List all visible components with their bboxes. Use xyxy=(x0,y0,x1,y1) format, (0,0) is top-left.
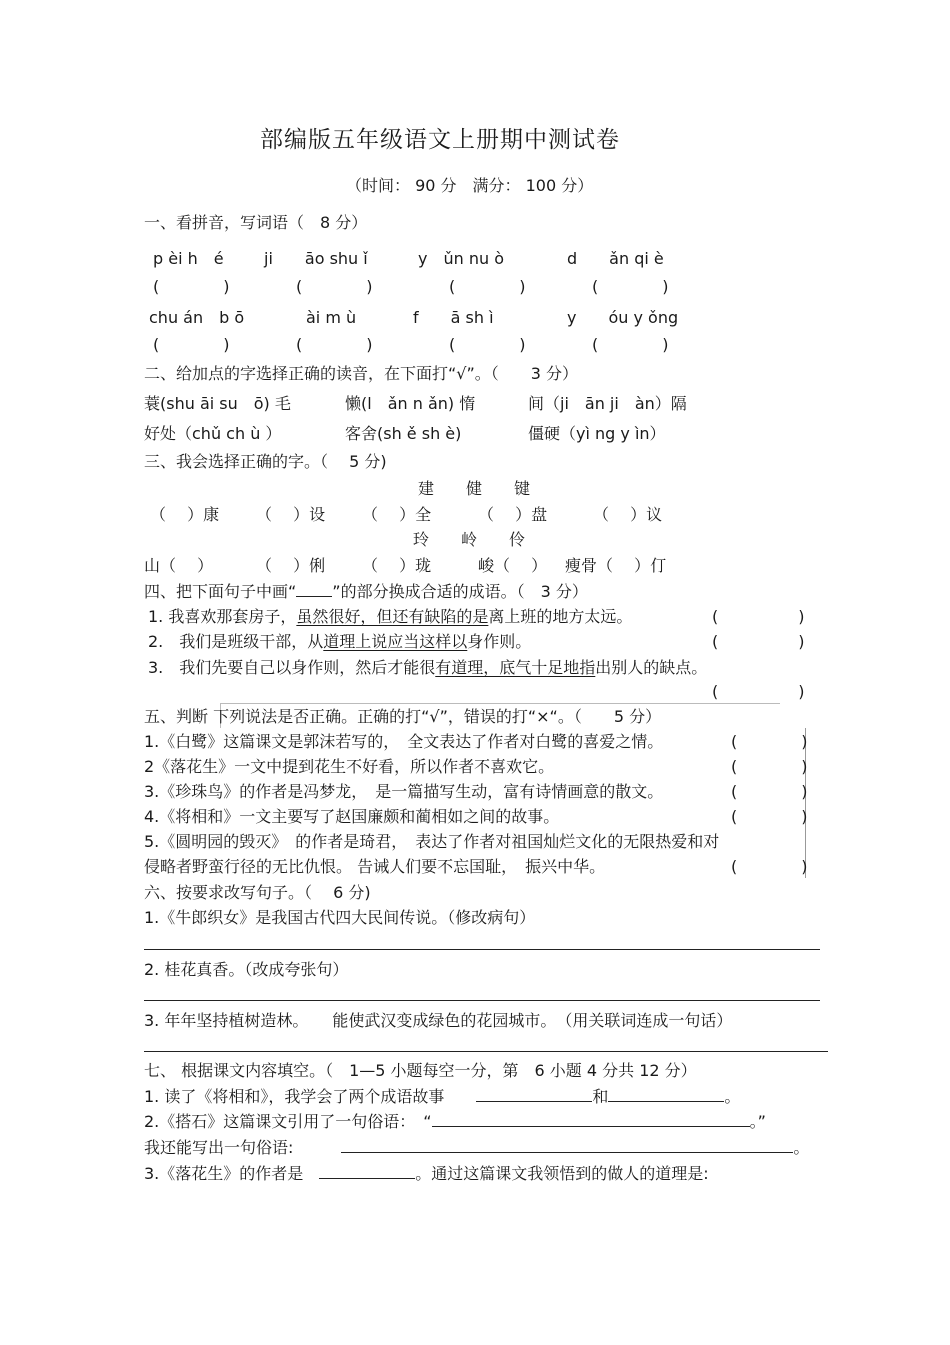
answer-paren[interactable]: ( ) xyxy=(153,335,230,354)
judge-item: 侵略者野蛮行径的无比仇恨。 告诫人们要不忘国耻， 振兴中华。 xyxy=(144,857,606,876)
pronunciation-item[interactable]: 蓑(shu āi su ō) 毛 xyxy=(144,394,291,413)
section-7-heading: 七、 根据课文内容填空。（ 1—5 小题每空一分，第 6 小题 4 分共 12 分） xyxy=(144,1061,697,1080)
answer-paren[interactable]: ( ) xyxy=(731,807,808,826)
fill-blank[interactable] xyxy=(341,1138,793,1153)
judge-item: 3.《珍珠鸟》的作者是冯梦龙， 是一篇描写生动，富有诗情画意的散文。 xyxy=(144,782,664,801)
char-fill-item[interactable]: 峻（ ） xyxy=(478,556,548,575)
answer-paren[interactable]: ( ) xyxy=(731,782,808,801)
char-fill-item[interactable]: （ ）盘 xyxy=(478,505,548,524)
judge-item: 2《落花生》一文中提到花生不好看，所以作者不喜欢它。 xyxy=(144,757,555,776)
answer-paren[interactable]: ( ) xyxy=(731,732,808,751)
char-fill-item[interactable]: 瘦骨（ ）仃 xyxy=(565,556,667,575)
pinyin-item: y óu y ǒng xyxy=(567,308,679,327)
rewrite-question-3: 3. 年年坚持植树造林。 能使武汉变成绿色的花园城市。 （用关联词连成一句话） xyxy=(144,1011,733,1030)
answer-paren[interactable]: ( ) xyxy=(296,335,373,354)
char-fill-item[interactable]: （ ）全 xyxy=(362,505,432,524)
answer-line[interactable] xyxy=(144,1051,828,1052)
pinyin-item: y ǔn nu ò xyxy=(418,249,504,268)
underline-sample xyxy=(296,582,332,597)
section-1-heading: 一、看拼音，写词语（ 8 分） xyxy=(144,213,368,232)
char-fill-item[interactable]: （ ）俐 xyxy=(256,556,326,575)
pinyin-item: ài m ù xyxy=(306,308,357,327)
char-fill-item[interactable]: （ ）珑 xyxy=(362,556,432,575)
section-3-heading: 三、我会选择正确的字。（ 5 分) xyxy=(144,452,387,471)
fill-blank[interactable] xyxy=(432,1112,750,1127)
answer-paren[interactable]: ( ) xyxy=(153,277,230,296)
pinyin-item: ji āo shu ǐ xyxy=(264,249,368,268)
pronunciation-item[interactable]: 客舍(sh ě sh è) xyxy=(345,424,462,443)
pronunciation-item[interactable]: 懒(l ǎn n ǎn) 惰 xyxy=(345,394,476,413)
idiom-question-3: 3. 我们先要自己以身作则，然后才能很有道理，底气十足地指出别人的缺点。 xyxy=(148,658,708,677)
pinyin-item: chu án b ō xyxy=(149,308,245,327)
char-fill-item[interactable]: （ ）设 xyxy=(256,505,326,524)
answer-line[interactable] xyxy=(144,949,820,950)
judge-item: 1.《白鹭》这篇课文是郭沫若写的， 全文表达了作者对白鹭的喜爱之情。 xyxy=(144,732,664,751)
answer-paren[interactable]: ( ) xyxy=(712,607,805,626)
rewrite-question-1: 1.《牛郎织女》是我国古代四大民间传说。（修改病句） xyxy=(144,908,536,927)
candidate-chars: 玲 岭 伶 xyxy=(413,530,526,549)
section-4-heading: 四、把下面句子中画“ ”的部分换成合适的成语。（ 3 分） xyxy=(144,582,588,601)
pinyin-item: f ā sh ì xyxy=(413,308,494,327)
idiom-question-1: 1. 我喜欢那套房子，虽然很好，但还有缺陷的是离上班的地方太远。 xyxy=(148,607,633,626)
fill-blank[interactable] xyxy=(319,1164,415,1179)
fill-blank[interactable] xyxy=(476,1087,592,1102)
fill-question-2: 2.《搭石》这篇课文引用了一句俗语： “ 。” xyxy=(144,1112,766,1131)
judge-item: 4.《将相和》一文主要写了赵国廉颇和蔺相如之间的故事。 xyxy=(144,807,560,826)
char-fill-item[interactable]: （ ）议 xyxy=(593,505,663,524)
answer-paren[interactable]: ( ) xyxy=(731,757,808,776)
answer-paren[interactable]: ( ) xyxy=(592,277,669,296)
judge-item: 5.《圆明园的毁灭》 的作者是琦君， 表达了作者对祖国灿烂文化的无限热爱和对 xyxy=(144,832,720,851)
fill-question-2b: 我还能写出一句俗语: 。 xyxy=(144,1138,810,1157)
fill-question-1: 1. 读了《将相和》，我学会了两个成语故事 和 。 xyxy=(144,1087,741,1106)
scan-box-line xyxy=(220,703,780,704)
fill-question-3: 3.《落花生》的作者是 。通过这篇课文我领悟到的做人的道理是: xyxy=(144,1164,709,1183)
pronunciation-item[interactable]: 间（ji ān ji àn）隔 xyxy=(528,394,687,413)
answer-paren[interactable]: ( ) xyxy=(592,335,669,354)
pinyin-item: p èi h é xyxy=(153,249,224,268)
section-5-heading: 五、判断 下列说法是否正确。正确的打“√”，错误的打“×“。（ 5 分） xyxy=(144,707,662,726)
char-fill-item[interactable]: 山（ ） xyxy=(144,556,214,575)
answer-paren[interactable]: ( ) xyxy=(449,335,526,354)
answer-line[interactable] xyxy=(144,1000,820,1001)
answer-paren[interactable]: ( ) xyxy=(712,632,805,651)
exam-time-score: （时间： 90 分 满分： 100 分） xyxy=(346,176,594,195)
rewrite-question-2: 2. 桂花真香。（改成夸张句） xyxy=(144,960,349,979)
pronunciation-item[interactable]: 好处（chǔ ch ù ） xyxy=(144,424,282,443)
answer-paren[interactable]: ( ) xyxy=(449,277,526,296)
answer-paren[interactable]: ( ) xyxy=(296,277,373,296)
answer-paren[interactable]: ( ) xyxy=(712,682,805,701)
idiom-question-2: 2. 我们是班级干部，从道理上说应当这样以身作则。 xyxy=(148,632,532,651)
section-2-heading: 二、给加点的字选择正确的读音，在下面打“√”。（ 3 分） xyxy=(144,364,579,383)
pronunciation-item[interactable]: 僵硬（yì ng y ìn） xyxy=(528,424,666,443)
candidate-chars: 建 健 键 xyxy=(418,479,531,498)
char-fill-item[interactable]: （ ）康 xyxy=(150,505,220,524)
answer-paren[interactable]: ( ) xyxy=(731,857,808,876)
fill-blank[interactable] xyxy=(608,1087,724,1102)
page-title: 部编版五年级语文上册期中测试卷 xyxy=(260,127,620,153)
section-6-heading: 六、按要求改写句子。（ 6 分) xyxy=(144,883,371,902)
pinyin-item: d ǎn qi è xyxy=(567,249,664,268)
